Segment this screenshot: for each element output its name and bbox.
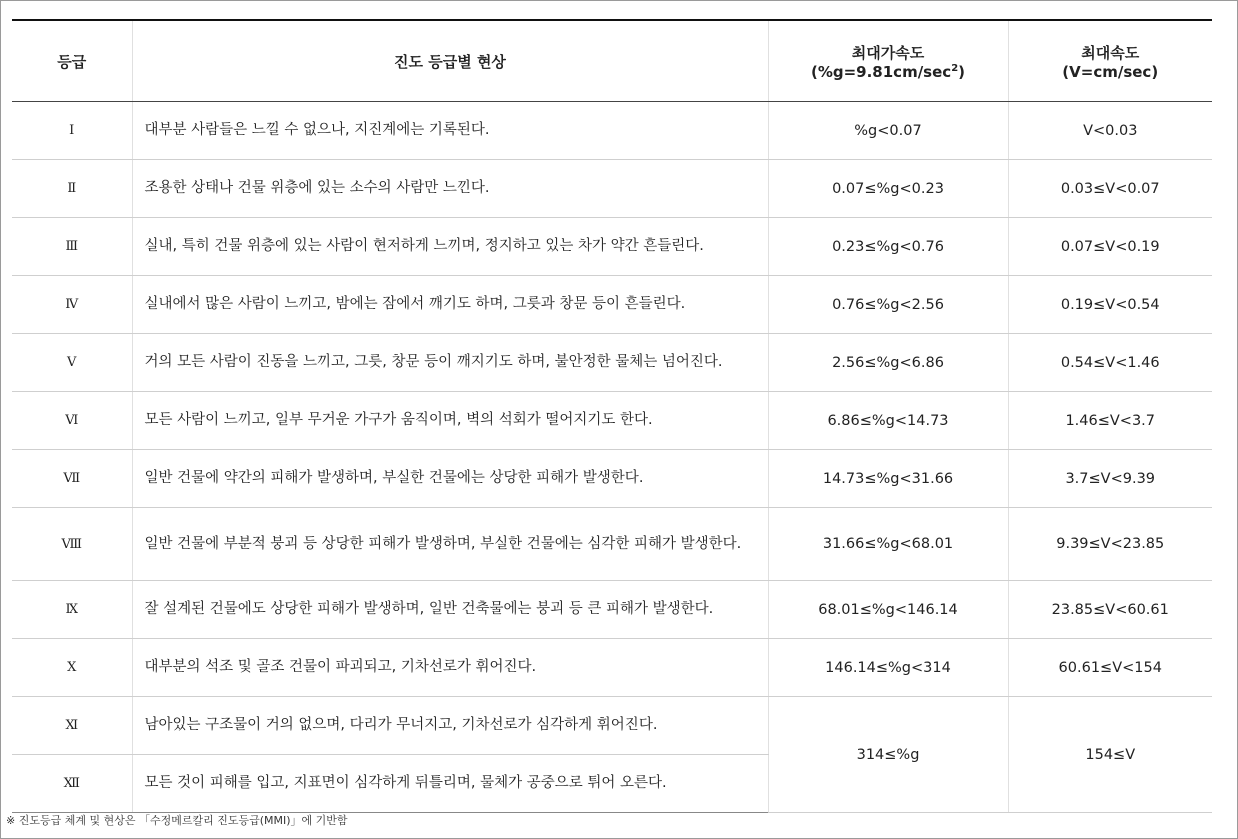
table-row (12, 581, 1212, 639)
acceleration-cell: 314≤%g (768, 697, 1008, 813)
grade-cell: Ⅵ (12, 392, 132, 450)
description-cell: 일반 건물에 약간의 피해가 발생하며, 부실한 건물에는 상당한 피해가 발생한다. (132, 450, 768, 508)
description-cell: 모든 것이 피해를 입고, 지표면이 심각하게 뒤틀리며, 물체가 공중으로 튀어 오른다. (132, 755, 768, 813)
table-row (12, 102, 1212, 160)
table-row (12, 639, 1212, 697)
velocity-cell: 0.03≤V<0.07 (1008, 160, 1212, 218)
description-cell: 조용한 상태나 건물 위층에 있는 소수의 사람만 느낀다. (132, 160, 768, 218)
description-cell: 일반 건물에 부분적 붕괴 등 상당한 피해가 발생하며, 부실한 건물에는 심각한 피해가 발생한다. (132, 508, 768, 581)
grade-cell: Ⅶ (12, 450, 132, 508)
seismic-intensity-table (12, 19, 1212, 813)
acceleration-cell: 0.23≤%g<0.76 (768, 218, 1008, 276)
table-row (12, 697, 1212, 755)
description-cell: 실내, 특히 건물 위층에 있는 사람이 현저하게 느끼며, 정지하고 있는 차가 약간 흔들린다. (132, 218, 768, 276)
header-vel-unit: (V=cm/sec) (1062, 62, 1159, 81)
velocity-cell: 1.46≤V<3.7 (1008, 392, 1212, 450)
acceleration-cell: 146.14≤%g<314 (768, 639, 1008, 697)
grade-cell: Ⅴ (12, 334, 132, 392)
grade-cell: Ⅱ (12, 160, 132, 218)
table-row (12, 392, 1212, 450)
header-phenomenon: 진도 등급별 현상 (132, 20, 768, 102)
velocity-cell: 0.19≤V<0.54 (1008, 276, 1212, 334)
grade-cell: Ⅸ (12, 581, 132, 639)
acceleration-cell: 6.86≤%g<14.73 (768, 392, 1008, 450)
velocity-cell: 0.54≤V<1.46 (1008, 334, 1212, 392)
table-row (12, 334, 1212, 392)
acceleration-cell: 0.07≤%g<0.23 (768, 160, 1008, 218)
description-cell: 실내에서 많은 사람이 느끼고, 밤에는 잠에서 깨기도 하며, 그릇과 창문 등이 흔들린다. (132, 276, 768, 334)
description-cell: 잘 설계된 건물에도 상당한 피해가 발생하며, 일반 건축물에는 붕괴 등 큰 피해가 발생한다. (132, 581, 768, 639)
footnote: ※ 진도등급 체계 및 현상은 「수정메르칼리 진도등급(MMI)」에 기반함 (6, 814, 348, 827)
grade-cell: Ⅷ (12, 508, 132, 581)
velocity-cell: 154≤V (1008, 697, 1212, 813)
velocity-cell: 23.85≤V<60.61 (1008, 581, 1212, 639)
velocity-cell: 3.7≤V<9.39 (1008, 450, 1212, 508)
grade-cell: Ⅰ (12, 102, 132, 160)
table-header-row (12, 20, 1212, 102)
description-cell: 대부분의 석조 및 골조 건물이 파괴되고, 기차선로가 휘어진다. (132, 639, 768, 697)
header-accel-unit: $(\%g=9.81cm/\sec^2)$ (810, 62, 966, 81)
acceleration-cell: 0.76≤%g<2.56 (768, 276, 1008, 334)
header-accel-title: 최대가속도 (851, 43, 925, 62)
description-cell: 대부분 사람들은 느낄 수 없으나, 지진계에는 기록된다. (132, 102, 768, 160)
description-cell: 모든 사람이 느끼고, 일부 무거운 가구가 움직이며, 벽의 석회가 떨어지기도 한다. (132, 392, 768, 450)
header-max-velocity (1008, 20, 1212, 102)
acceleration-cell: %g<0.07 (768, 102, 1008, 160)
grade-cell: Ⅻ (12, 755, 132, 813)
acceleration-cell: 31.66≤%g<68.01 (768, 508, 1008, 581)
acceleration-cell: 2.56≤%g<6.86 (768, 334, 1008, 392)
grade-cell: Ⅺ (12, 697, 132, 755)
table-row (12, 218, 1212, 276)
acceleration-cell: 68.01≤%g<146.14 (768, 581, 1008, 639)
description-cell: 남아있는 구조물이 거의 없으며, 다리가 무너지고, 기차선로가 심각하게 휘어진다. (132, 697, 768, 755)
velocity-cell: 9.39≤V<23.85 (1008, 508, 1212, 581)
velocity-cell: 60.61≤V<154 (1008, 639, 1212, 697)
header-grade: 등급 (12, 20, 132, 102)
grade-cell: Ⅲ (12, 218, 132, 276)
grade-cell: Ⅹ (12, 639, 132, 697)
header-max-acceleration (768, 20, 1008, 102)
table-row (12, 276, 1212, 334)
table-row (12, 160, 1212, 218)
table-row (12, 450, 1212, 508)
velocity-cell: V<0.03 (1008, 102, 1212, 160)
header-vel-title: 최대속도 (1081, 43, 1140, 62)
grade-cell: Ⅳ (12, 276, 132, 334)
table-row (12, 508, 1212, 581)
description-cell: 거의 모든 사람이 진동을 느끼고, 그릇, 창문 등이 깨지기도 하며, 불안정한 물체는 넘어진다. (132, 334, 768, 392)
acceleration-cell: 14.73≤%g<31.66 (768, 450, 1008, 508)
velocity-cell: 0.07≤V<0.19 (1008, 218, 1212, 276)
